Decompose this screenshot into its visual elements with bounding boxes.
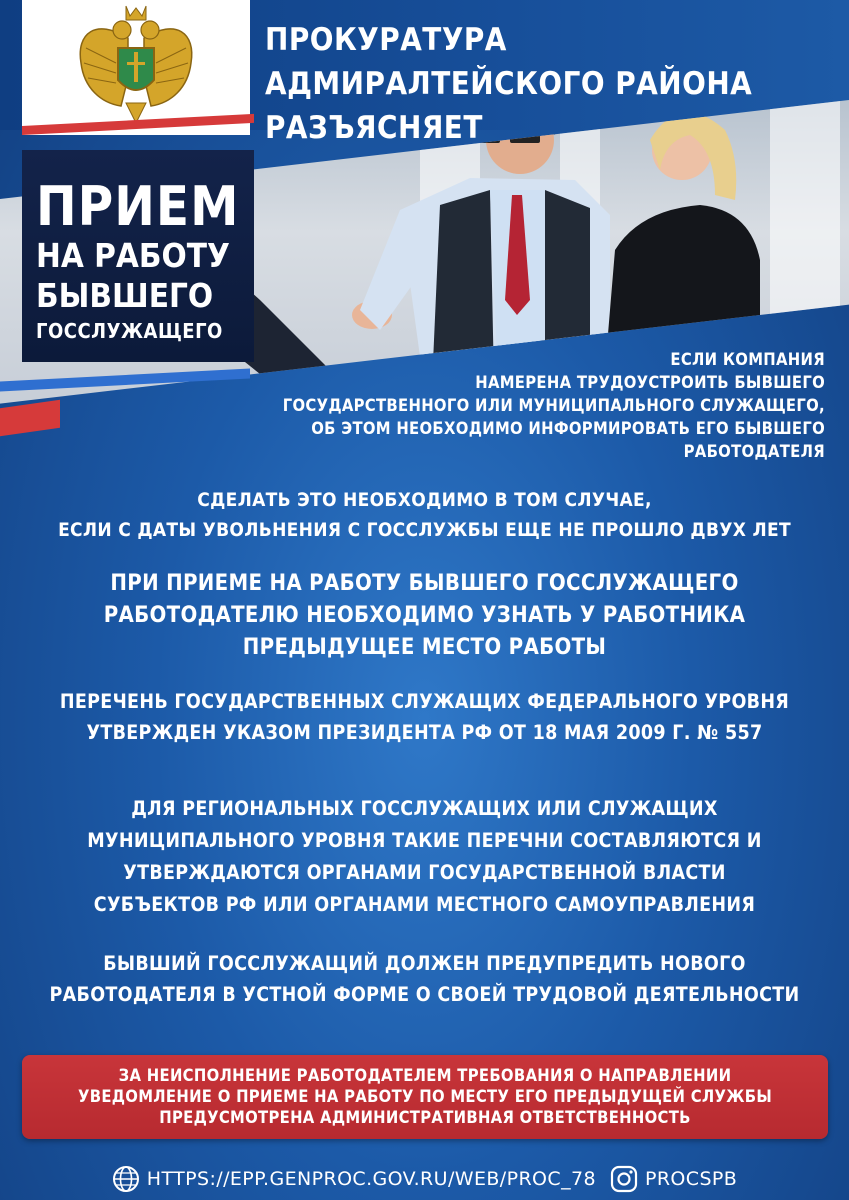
website-link[interactable]: [112, 1165, 596, 1193]
emblem-panel: [22, 0, 250, 135]
paragraph-federal-list: [20, 686, 829, 748]
instagram-text[interactable]: PROCSPB: [644, 1168, 738, 1190]
footer: [0, 1158, 849, 1200]
p2-line1: ПРИ ПРИЕМЕ НА РАБОТУ БЫВШЕГО ГОССЛУЖАЩЕГО: [110, 571, 739, 596]
main-title-line4: ГОССЛУЖАЩЕГО: [36, 319, 223, 343]
p1-line2: ЕСЛИ С ДАТЫ УВОЛЬНЕНИЯ С ГОССЛУЖБЫ ЕЩЕ НЕ ПРОШЛО ДВУХ ЛЕТ: [58, 519, 791, 541]
main-title-line3: БЫВШЕГО: [36, 276, 214, 315]
decor-red-stripe: [0, 400, 60, 436]
p3-line1: ПЕРЕЧЕНЬ ГОСУДАРСТВЕННЫХ СЛУЖАЩИХ ФЕДЕРАЛЬНОГО УРОВНЯ: [59, 690, 790, 713]
paragraph-regional-lists: [20, 793, 829, 921]
main-title: [36, 175, 251, 346]
p4-line4: СУБЪЕКТОВ РФ ИЛИ ОРГАНАМИ МЕСТНОГО САМОУПРАВЛЕНИЯ: [93, 893, 756, 916]
intro-text: [225, 348, 825, 463]
intro-line2: НАМЕРЕНА ТРУДОУСТРОИТЬ БЫВШЕГО: [475, 373, 825, 392]
warning-text: [22, 1065, 828, 1128]
warning-banner: [22, 1055, 828, 1139]
globe-icon: [112, 1165, 140, 1193]
instagram-link[interactable]: [610, 1165, 737, 1193]
warning-line1: ЗА НЕИСПОЛНЕНИЕ РАБОТОДАТЕЛЕМ ТРЕБОВАНИЯ О НАПРАВЛЕНИИ: [118, 1066, 732, 1085]
p5-line2: РАБОТОДАТЕЛЯ В УСТНОЙ ФОРМЕ О СВОЕЙ ТРУДОВОЙ ДЕЯТЕЛЬНОСТИ: [49, 983, 800, 1006]
warning-line2: УВЕДОМЛЕНИЕ О ПРИЕМЕ НА РАБОТУ ПО МЕСТУ ЕГО ПРЕДЫДУЩЕЙ СЛУЖБЫ: [77, 1087, 773, 1106]
paragraph-former-employee-duty: [20, 948, 829, 1010]
p1-line1: СДЕЛАТЬ ЭТО НЕОБХОДИМО В ТОМ СЛУЧАЕ,: [197, 489, 652, 511]
intro-line3: ГОСУДАРСТВЕННОГО ИЛИ МУНИЦИПАЛЬНОГО СЛУЖАЩЕГО,: [282, 396, 825, 415]
p4-line2: МУНИЦИПАЛЬНОГО УРОВНЯ ТАКИЕ ПЕРЕЧНИ СОСТАВЛЯЮТСЯ И: [87, 829, 762, 852]
p4-line1: ДЛЯ РЕГИОНАЛЬНЫХ ГОССЛУЖАЩИХ ИЛИ СЛУЖАЩИХ: [131, 797, 718, 820]
paragraph-previous-job: [20, 568, 829, 664]
website-text[interactable]: HTTPS://EPP.GENPROC.GOV.RU/WEB/PROC_78: [146, 1168, 596, 1190]
paragraph-two-years: [20, 485, 829, 545]
p3-line2: УТВЕРЖДЕН УКАЗОМ ПРЕЗИДЕНТА РФ ОТ 18 МАЯ 2009 Г. № 557: [86, 721, 763, 744]
warning-line3: ПРЕДУСМОТРЕНА АДМИНИСТРАТИВНАЯ ОТВЕТСТВЕННОСТЬ: [159, 1108, 691, 1127]
intro-line4: ОБ ЭТОМ НЕОБХОДИМО ИНФОРМИРОВАТЬ ЕГО БЫВШЕГО РАБОТОДАТЕЛЯ: [311, 419, 825, 461]
p4-line3: УТВЕРЖДАЮТСЯ ОРГАНАМИ ГОСУДАРСТВЕННОЙ ВЛАСТИ: [123, 861, 726, 884]
instagram-icon: [610, 1165, 638, 1193]
header-title-line1: ПРОКУРАТУРА АДМИРАЛТЕЙСКОГО РАЙОНА: [265, 22, 753, 102]
header-title: [265, 18, 835, 150]
prosecutor-emblem-icon: [22, 0, 250, 135]
p5-line1: БЫВШИЙ ГОССЛУЖАЩИЙ ДОЛЖЕН ПРЕДУПРЕДИТЬ НОВОГО: [103, 952, 746, 975]
intro-line1: ЕСЛИ КОМПАНИЯ: [670, 350, 825, 369]
main-title-line1: ПРИЕМ: [36, 175, 240, 238]
header-title-line2: РАЗЪЯСНЯЕТ: [265, 110, 483, 146]
p2-line2: РАБОТОДАТЕЛЮ НЕОБХОДИМО УЗНАТЬ У РАБОТНИКА: [103, 603, 746, 628]
main-title-line2: НА РАБОТУ: [36, 236, 230, 275]
p2-line3: ПРЕДЫДУЩЕЕ МЕСТО РАБОТЫ: [242, 635, 607, 660]
